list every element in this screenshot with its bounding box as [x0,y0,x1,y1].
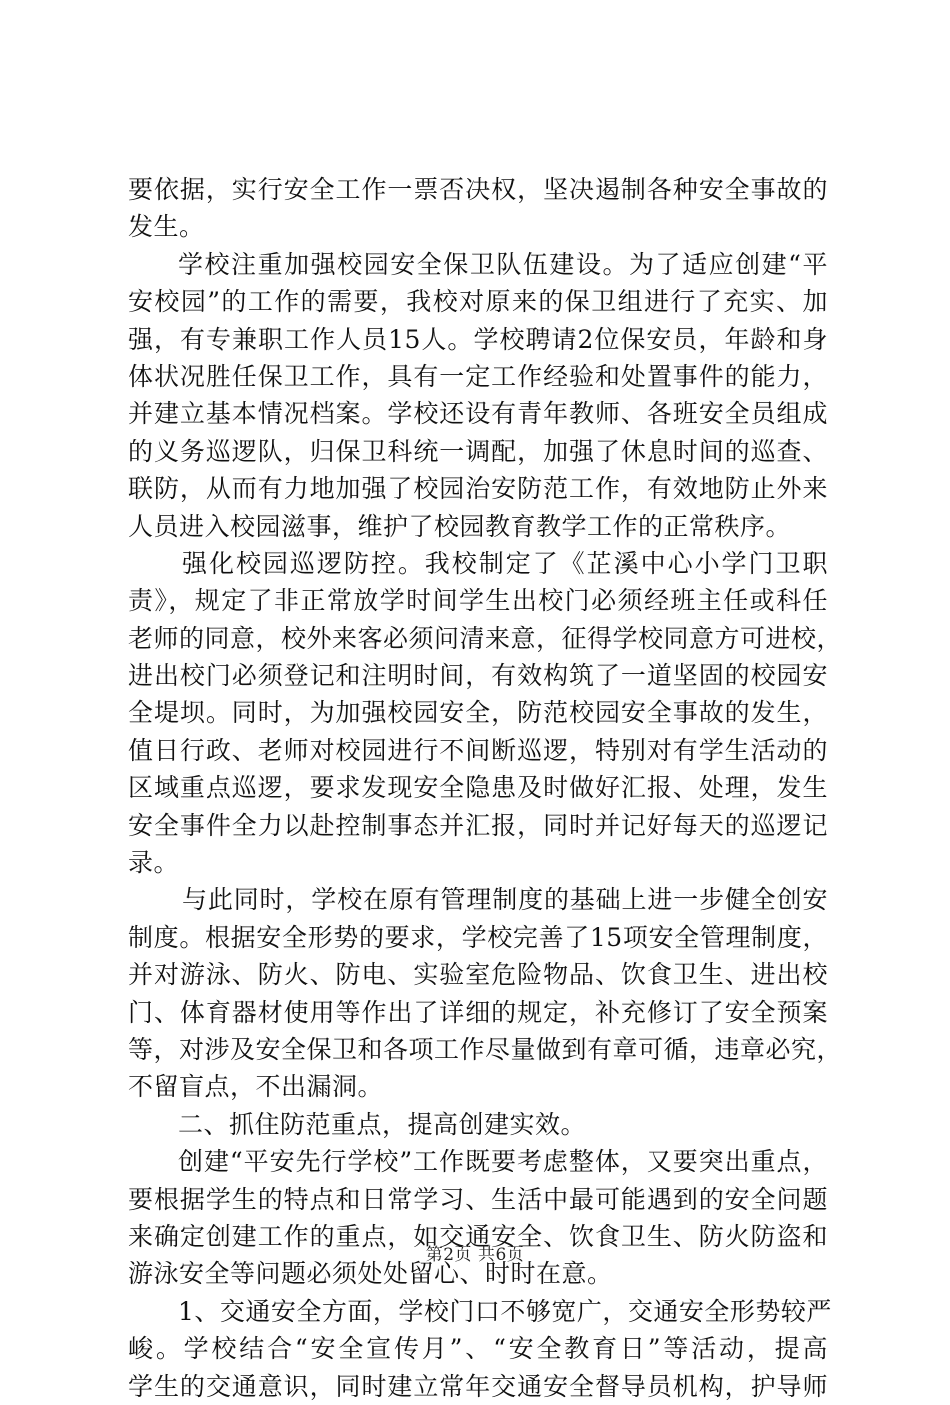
text-line: 的义务巡逻队，归保卫科统一调配，加强了休息时间的巡查、 [128,436,828,466]
text-line: 体状况胜任保卫工作，具有一定工作经验和处置事件的能力， [128,361,828,391]
text-line: 安全事件全力以赴控制事态并汇报，同时并记好每天的巡逻记 [128,810,828,840]
text-line: 区域重点巡逻，要求发现安全隐患及时做好汇报、处理，发生 [128,773,828,803]
text-line: 来确定创建工作的重点，如交通安全、饮食卫生、防火防盗和 [128,1221,828,1251]
text-line: 制度。根据安全形势的要求，学校完善了15项安全管理制度， [128,922,828,952]
text-line: 进出校门必须登记和注明时间，有效构筑了一道坚固的校园安 [128,661,828,691]
text-line: 联防，从而有力地加强了校园治安防范工作，有效地防止外来 [128,474,828,504]
text-line: 老师的同意，校外来客必须问清来意，征得学校同意方可进校， [128,623,843,653]
document-body [128,171,843,1405]
text-line: 人员进入校园滋事，维护了校园教育教学工作的正常秩序。 [128,511,792,541]
text-line: 强，有专兼职工作人员15人。学校聘请2位保安员，年龄和身 [128,324,828,354]
text-line: 游泳安全等问题必须处处留心、时时在意。 [128,1259,613,1289]
text-line: 安校园”的工作的需要，我校对原来的保卫组进行了充实、加 [128,287,828,317]
page-number: 第2页 共6页 [425,1245,525,1265]
text-line: 学生的交通意识，同时建立常年交通安全督导员机构，护导师 [128,1371,828,1401]
text-line: 值日行政、老师对校园进行不间断巡逻，特别对有学生活动的 [128,735,828,765]
text-line: 不留盲点，不出漏洞。 [128,1072,384,1102]
text-line: 要依据，实行安全工作一票否决权，坚决遏制各种安全事故的 [128,175,828,204]
text-line: 门、体育器材使用等作出了详细的规定，补充修订了安全预案 [128,997,828,1027]
text-line: 创建“平安先行学校”工作既要考虑整体，又要突出重点， [178,1147,828,1177]
text-line: 学校注重加强校园安全保卫队伍建设。为了适应创建“平 [178,249,828,279]
text-line: 等，对涉及安全保卫和各项工作尽量做到有章可循，违章必究， [128,1034,843,1064]
text-line: 并建立基本情况档案。学校还设有青年教师、各班安全员组成 [128,399,828,429]
text-line: 并对游泳、防火、防电、实验室危险物品、饮食卫生、进出校 [128,960,828,990]
text-line: 1、交通安全方面，学校门口不够宽广，交通安全形势较严 [178,1296,832,1326]
text-line: 峻。学校结合“安全宣传月”、“安全教育日”等活动，提高 [128,1334,828,1364]
text-line: 强化校园巡逻防控。我校制定了《芷溪中心小学门卫职 [182,548,828,578]
text-line: 责》，规定了非正常放学时间学生出校门必须经班主任或科任 [128,586,828,616]
text-line: 录。 [128,848,180,878]
text-line: 要根据学生的特点和日常学习、生活中最可能遇到的安全问题 [128,1184,828,1214]
section-heading: 二、抓住防范重点，提高创建实效。 [178,1109,587,1139]
text-line: 与此同时，学校在原有管理制度的基础上进一步健全创安 [182,885,828,915]
text-line: 全堤坝。同时，为加强校园安全，防范校园安全事故的发生， [128,698,828,728]
text-line: 发生。 [128,212,205,242]
